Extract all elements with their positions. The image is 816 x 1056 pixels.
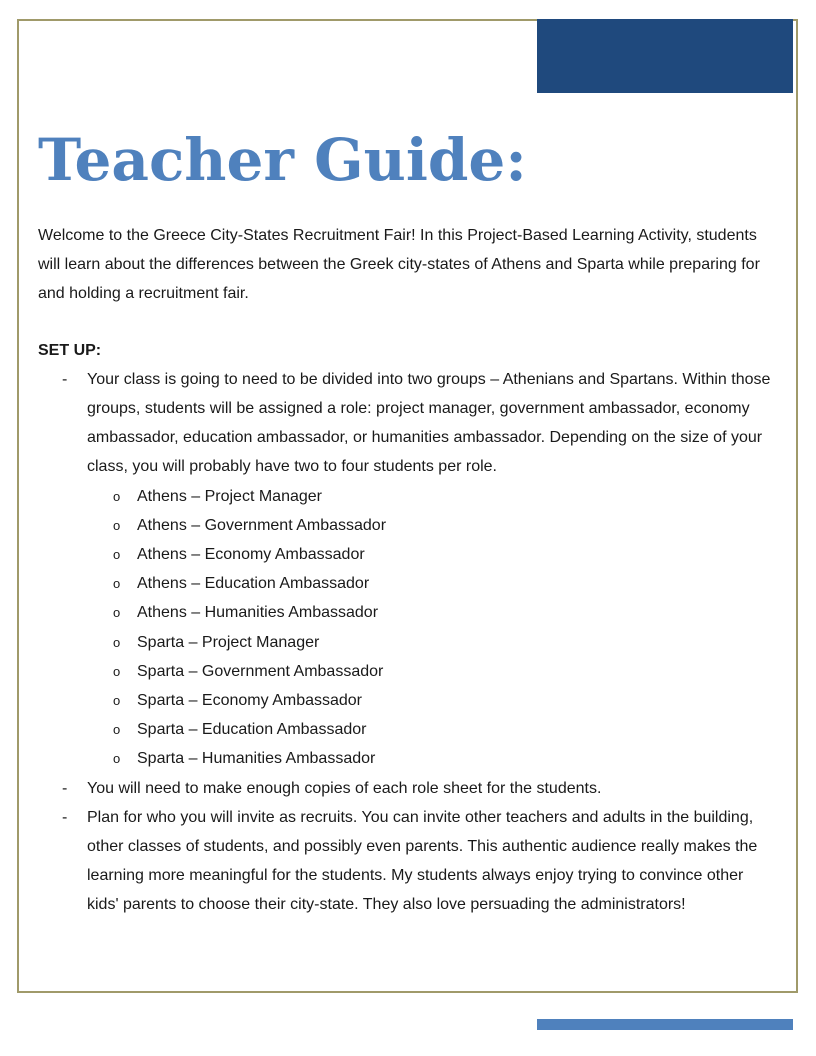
role-item bbox=[87, 744, 778, 773]
role-item bbox=[87, 598, 778, 627]
page-title: Teacher Guide: bbox=[38, 126, 527, 194]
role-text: Sparta – Humanities Ambassador bbox=[137, 750, 376, 768]
circle-bullet: o bbox=[113, 663, 121, 679]
role-item bbox=[87, 482, 778, 511]
setup-heading: SET UP: bbox=[38, 341, 102, 359]
header-color-block bbox=[537, 19, 793, 93]
circle-bullet: o bbox=[113, 547, 121, 563]
role-item bbox=[87, 686, 778, 715]
circle-bullet: o bbox=[113, 751, 121, 767]
circle-bullet: o bbox=[113, 693, 121, 709]
guide-content bbox=[38, 221, 778, 920]
dash-bullet: - bbox=[62, 370, 68, 388]
setup-bullet-recruits bbox=[38, 803, 778, 920]
bullet-text: Plan for who you will invite as recruits. You can invite other teachers and adults in the building, other classes of students, and possibly even parents. This authentic audience really makes the learning more meaningful for the students. My students always enjoy trying to convince other kids' parents to choose their city-state. They also love persuading the administrators! bbox=[87, 808, 758, 914]
role-text: Athens – Education Ambassador bbox=[137, 575, 370, 593]
role-item bbox=[87, 715, 778, 744]
circle-bullet: o bbox=[113, 634, 121, 650]
role-item bbox=[87, 628, 778, 657]
role-text: Athens – Project Manager bbox=[137, 487, 322, 505]
setup-bullet-groups bbox=[38, 365, 778, 774]
circle-bullet: o bbox=[113, 722, 121, 738]
role-item bbox=[87, 540, 778, 569]
role-item bbox=[87, 569, 778, 598]
role-text: Sparta – Project Manager bbox=[137, 633, 320, 651]
bullet-text: Your class is going to need to be divided into two groups – Athenians and Spartans. Within those groups, students will be assigned a role: project manager, government ambassador, economy ambassador, education ambassador, or humanities ambassador. Depending on the size of your class, you will probably have two to four students per role. bbox=[87, 370, 771, 476]
role-item bbox=[87, 511, 778, 540]
footer-color-bar bbox=[537, 1019, 793, 1030]
circle-bullet: o bbox=[113, 576, 121, 592]
role-text: Sparta – Education Ambassador bbox=[137, 721, 367, 739]
circle-bullet: o bbox=[113, 488, 121, 504]
role-text: Athens – Humanities Ambassador bbox=[137, 604, 379, 622]
role-text: Sparta – Government Ambassador bbox=[137, 662, 384, 680]
role-item bbox=[87, 657, 778, 686]
setup-list bbox=[38, 365, 778, 920]
dash-bullet: - bbox=[62, 808, 68, 826]
setup-bullet-copies bbox=[38, 774, 778, 803]
circle-bullet: o bbox=[113, 517, 121, 533]
dash-bullet: - bbox=[62, 779, 68, 797]
roles-list bbox=[87, 482, 778, 774]
role-text: Sparta – Economy Ambassador bbox=[137, 692, 363, 710]
bullet-text: You will need to make enough copies of each role sheet for the students. bbox=[87, 779, 602, 797]
role-text: Athens – Economy Ambassador bbox=[137, 546, 365, 564]
circle-bullet: o bbox=[113, 605, 121, 621]
role-text: Athens – Government Ambassador bbox=[137, 516, 387, 534]
intro-paragraph: Welcome to the Greece City-States Recruitment Fair! In this Project-Based Learning Activity, students will learn about the differences between the Greek city-states of Athens and Sparta while preparing for and holding a recruitment fair. bbox=[38, 227, 760, 303]
